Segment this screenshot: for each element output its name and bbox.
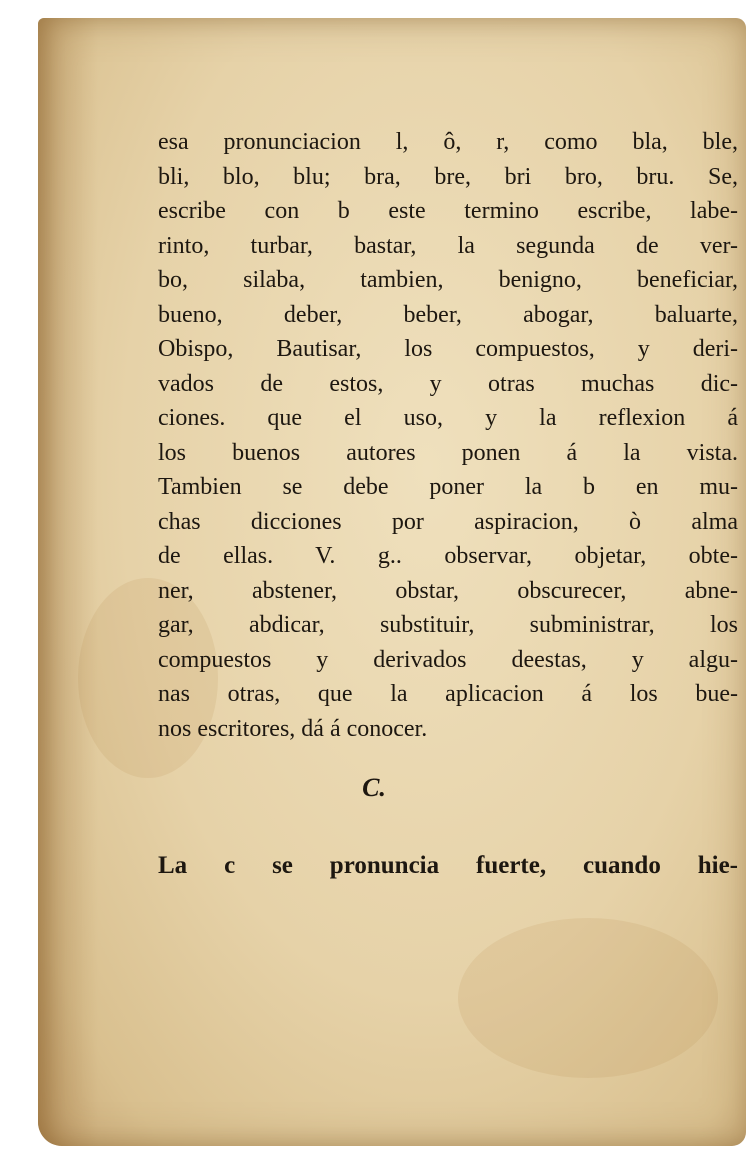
text-line: bo, silaba, tambien, benigno, beneficiar, xyxy=(158,267,738,293)
text-line: La c se pronuncia fuerte, cuando hie- xyxy=(158,852,738,879)
body-text xyxy=(158,125,738,746)
text-line: ner, abstener, obstar, obscurecer, abne- xyxy=(158,577,738,604)
text-line: nas otras, que la aplicacion á los bue- xyxy=(158,681,738,707)
text-line: nos escritores, dá á conocer. xyxy=(158,715,428,742)
text-line: ciones. que el uso, y la reflexion á xyxy=(158,405,738,431)
text-line: escribe con b este termino escribe, labe- xyxy=(158,198,738,224)
text-line: bli, blo, blu; bra, bre, bri bro, bru. Se, xyxy=(158,163,738,190)
text-line: Tambien se debe poner la b en mu- xyxy=(158,474,738,500)
text-line: vados de estos, y otras muchas dic- xyxy=(158,370,738,397)
text-line: esa pronunciacion l, ô, r, como bla, ble, xyxy=(158,129,738,155)
section-heading: C. xyxy=(362,773,386,802)
text-line: los buenos autores ponen á la vista. xyxy=(158,439,738,466)
text-line: de ellas. V. g.. observar, objetar, obte- xyxy=(158,543,738,569)
text-line: rinto, turbar, bastar, la segunda de ver- xyxy=(158,232,738,259)
text-line: gar, abdicar, substituir, subministrar, los xyxy=(158,612,738,638)
paper-stain xyxy=(458,918,718,1078)
text-line: compuestos y derivados deestas, y algu- xyxy=(158,646,738,673)
text-line: bueno, deber, beber, abogar, baluarte, xyxy=(158,301,738,328)
text-line: Obispo, Bautisar, los compuestos, y deri- xyxy=(158,336,738,362)
text-line: chas dicciones por aspiracion, ò alma xyxy=(158,508,738,535)
